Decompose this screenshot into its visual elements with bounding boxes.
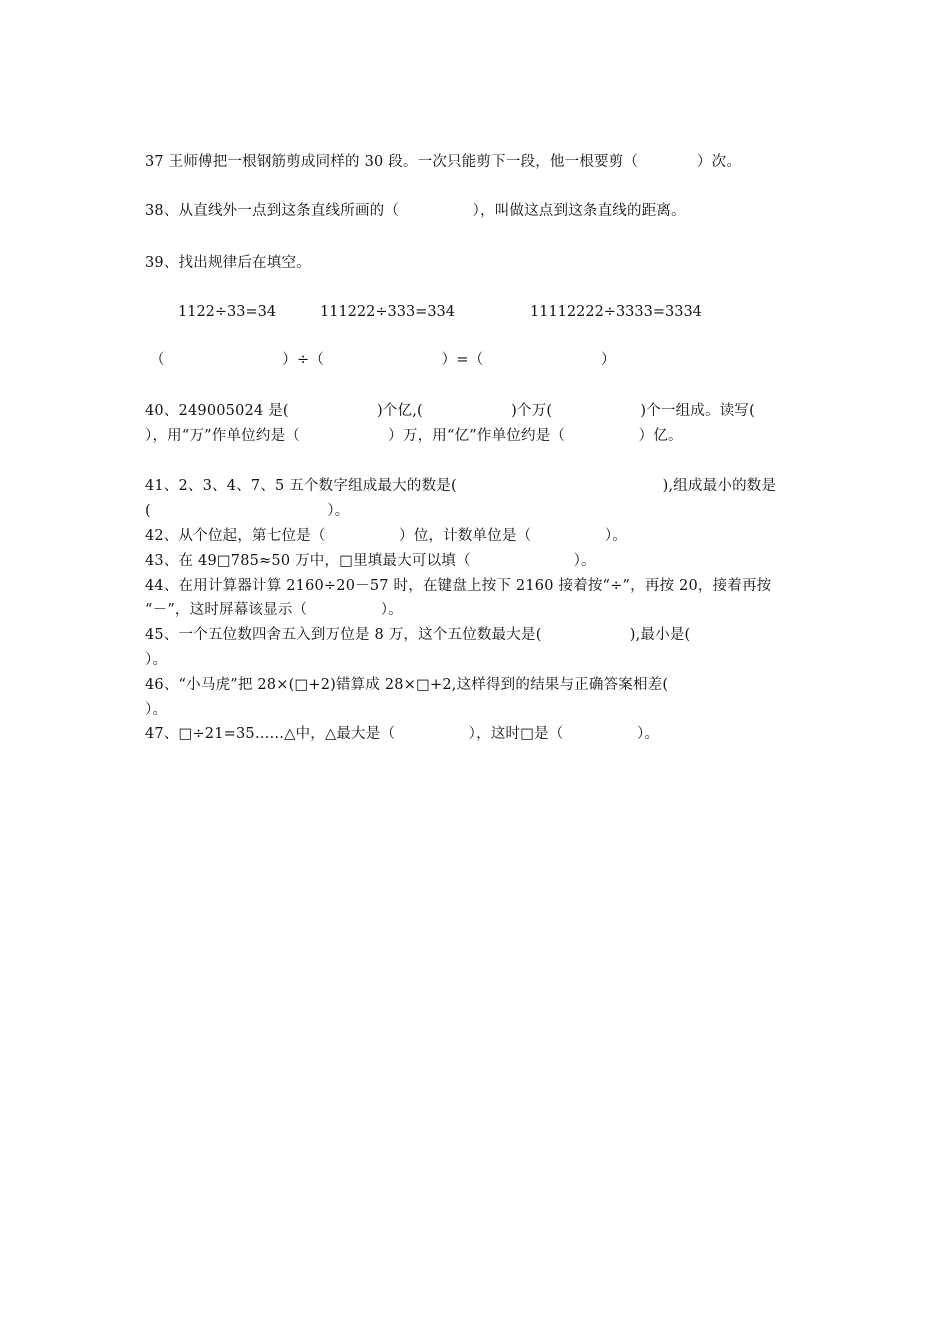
question-39: 39、找出规律后在填空。: [145, 255, 311, 271]
question-40-line-2: ），用“万”作单位约是（ ）万，用“亿”作单位约是（ ）亿。: [145, 428, 683, 444]
question-39-equation-1: 1122÷33=34: [178, 304, 277, 320]
question-42: 42、从个位起，第七位是（ ）位，计数单位是（ ）。: [145, 528, 627, 544]
question-45-line-1: 45、一个五位数四舍五入到万位是 8 万，这个五位数最大是( ),最小是(: [145, 627, 691, 643]
question-37: 37 王师傅把一根钢筋剪成同样的 30 段。一次只能剪下一段，他一根要剪（ ）次。: [145, 154, 742, 170]
question-39-equation-2: 111222÷333=334: [320, 304, 456, 320]
question-39-equation-3: 11112222÷3333=3334: [530, 304, 702, 320]
question-43: 43、在 49□785≈50 万中，□里填最大可以填（ ）。: [145, 553, 596, 569]
question-46-line-2: ）。: [145, 702, 168, 718]
question-44-line-2: “－”，这时屏幕该显示（ ）。: [145, 602, 403, 618]
question-45-line-2: ）。: [145, 652, 168, 668]
question-47: 47、□÷21=35……△中，△最大是（ ），这时□是（ ）。: [145, 726, 660, 742]
question-46-line-1: 46、“小马虎”把 28×(□+2)错算成 28×□+2,这样得到的结果与正确答案相差(: [145, 677, 669, 693]
question-41-line-2: ( ）。: [145, 503, 350, 519]
question-40-line-1: 40、249005024 是( )个亿,( )个万( )个一组成。读写(: [145, 403, 755, 419]
question-38: 38、从直线外一点到这条直线所画的（ ），叫做这点到这条直线的距离。: [145, 203, 686, 219]
question-39-blank-equation: （ ）÷（ ）=（ ）: [150, 352, 616, 368]
question-41-line-1: 41、2、3、4、7、5 五个数字组成最大的数是( ),组成最小的数是: [145, 478, 777, 494]
question-44-line-1: 44、在用计算器计算 2160÷20－57 时，在键盘上按下 2160 接着按“÷”，再按 20，接着再按: [145, 578, 772, 594]
